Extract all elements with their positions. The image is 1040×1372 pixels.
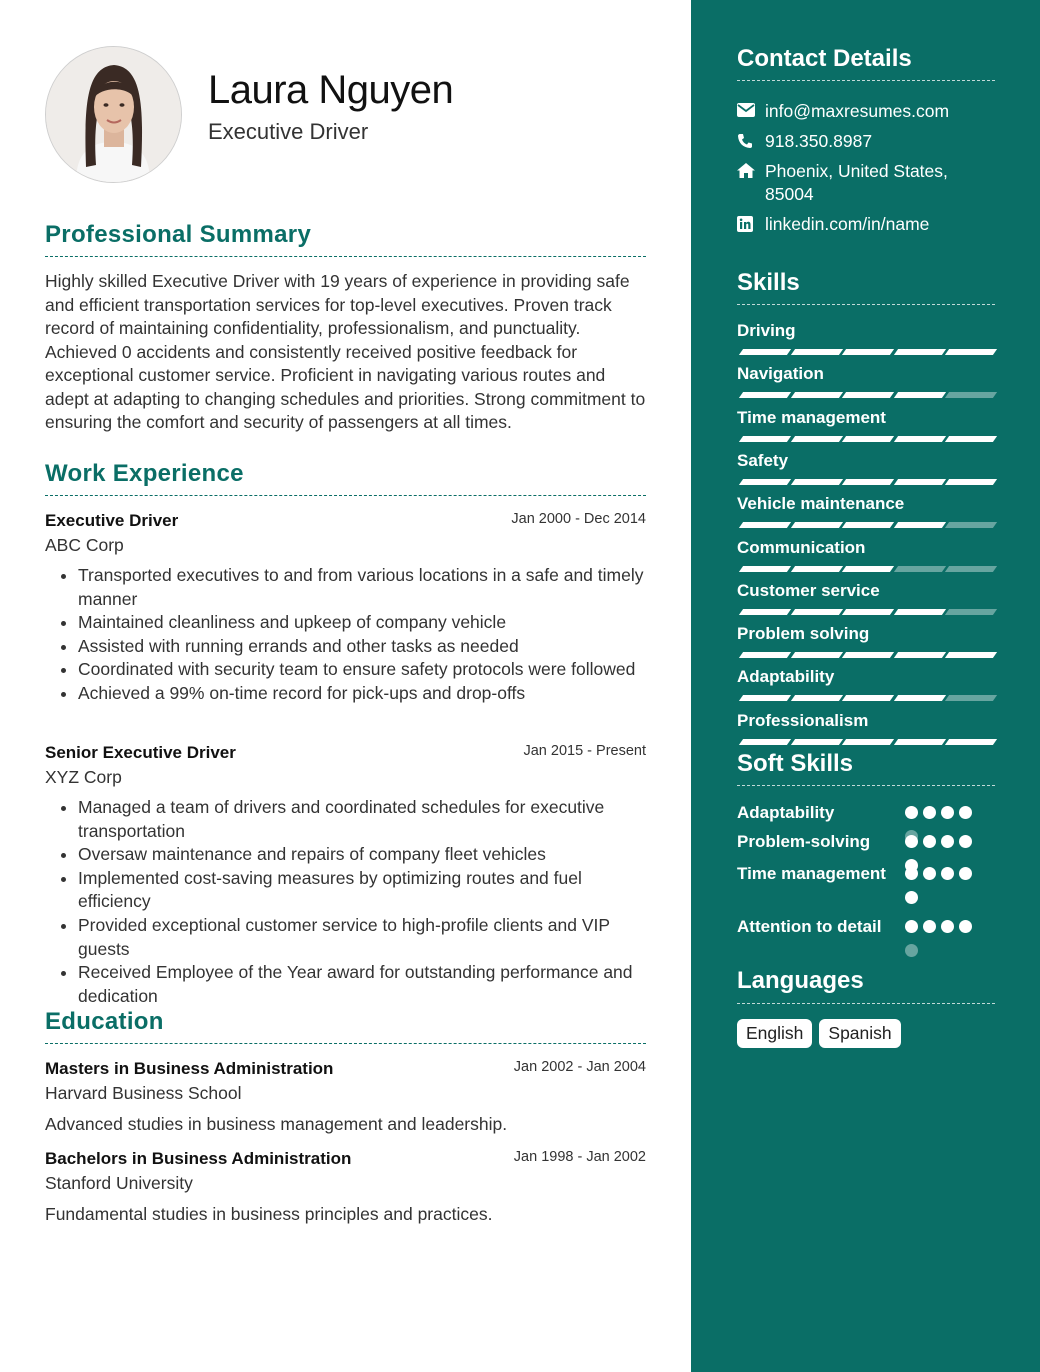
linkedin-text: linkedin.com/in/name (765, 214, 930, 234)
contact-phone[interactable] (737, 130, 997, 153)
job-title: Senior Executive Driver (45, 743, 236, 762)
address-text: Phoenix, United States, 85004 (765, 161, 948, 204)
skill-level-segment (790, 522, 842, 528)
skill-level-segment (945, 739, 997, 745)
rating-dot (905, 944, 918, 957)
education-heading: Education (45, 1008, 164, 1035)
job-bullet: • Managed a team of drivers and coordinated schedules for executive transportation (78, 796, 646, 843)
skill-level-segment (842, 392, 894, 398)
job-bullet: • Oversaw maintenance and repairs of company fleet vehicles (78, 843, 646, 867)
job-dates: Jan 2015 - Present (523, 743, 646, 759)
skill-name: Communication (737, 537, 866, 557)
job-bullet: • Achieved a 99% on-time record for pick-ups and drop-offs (78, 682, 646, 706)
skill-name: Customer service (737, 580, 880, 600)
skill-level-segment (790, 392, 842, 398)
skill-level-segment (893, 652, 945, 658)
skill-level-bar (737, 739, 993, 745)
education-description: Fundamental studies in business principles and practices. (45, 1204, 493, 1224)
skill-level-segment (842, 479, 894, 485)
languages-heading: Languages (737, 967, 864, 994)
job-bullet: • Coordinated with security team to ensure safety protocols were followed (78, 658, 646, 682)
education-dates: Jan 1998 - Jan 2002 (513, 1149, 646, 1165)
school-name: Stanford University (45, 1173, 193, 1193)
skill-level-segment (893, 566, 945, 572)
skill-level-segment (842, 566, 894, 572)
education-dates: Jan 2002 - Jan 2004 (513, 1059, 646, 1075)
rating-dot (941, 867, 954, 880)
skill-level-segment (945, 652, 997, 658)
skill-level-segment (790, 739, 842, 745)
job-entry (45, 511, 646, 706)
degree-title: Bachelors in Business Administration (45, 1149, 352, 1168)
skill-level-segment (893, 522, 945, 528)
skill-level-bar (737, 392, 993, 398)
soft-skills-divider (737, 785, 995, 786)
skill-level-segment (739, 349, 791, 355)
rating-dot (941, 920, 954, 933)
job-bullets (45, 564, 646, 706)
skill-level-segment (945, 566, 997, 572)
skill-level-segment (739, 739, 791, 745)
school-name: Harvard Business School (45, 1083, 242, 1103)
phone-icon (737, 130, 765, 153)
skill-level-segment (842, 652, 894, 658)
rating-dot (923, 920, 936, 933)
soft-skills-heading: Soft Skills (737, 750, 854, 777)
job-title: Executive Driver (45, 511, 179, 530)
skill-name: Time management (737, 407, 886, 427)
skill-name: Driving (737, 321, 796, 340)
skill-name: Vehicle maintenance (737, 494, 905, 514)
skill-level-segment (945, 479, 997, 485)
job-entry (45, 743, 646, 1008)
skill-level-bar (737, 695, 993, 701)
skills-divider (737, 304, 995, 305)
skill-level-segment (790, 695, 842, 701)
summary-text: Highly skilled Executive Driver with 19 years of experience in providing safe and efficient transportation services for top-level executives. Proven track record of maintaining confidentiality, professionalism, and punctuality. Achieved 0 accidents and consistently received positive feedback for exceptional customer service. Proficient in navigating various routes and adept at adapting to changing schedules and priorities. Strong commitment to ensuring the comfort and security of passengers at all times. (45, 271, 646, 432)
job-bullet: • Maintained cleanliness and upkeep of company vehicle (78, 611, 646, 635)
skill-level-segment (893, 349, 945, 355)
rating-dot (905, 867, 918, 880)
skill-level-segment (790, 566, 842, 572)
contact-divider (737, 80, 995, 81)
skills-heading: Skills (737, 269, 800, 296)
job-bullet: • Transported executives to and from various locations in a safe and timely manner (78, 564, 646, 611)
skill-level-segment (945, 522, 997, 528)
skill-level-segment (739, 522, 791, 528)
rating-dot (905, 891, 918, 904)
skill-level-bar (737, 522, 993, 528)
skill-name: Navigation (737, 364, 824, 384)
degree-title: Masters in Business Administration (45, 1059, 334, 1078)
contact-heading: Contact Details (737, 45, 912, 72)
education-entry (45, 1059, 646, 1135)
skill-level-bar (737, 349, 993, 355)
job-bullet: • Implemented cost-saving measures by optimizing routes and fuel efficiency (78, 867, 646, 914)
skill-level-segment (842, 695, 894, 701)
candidate-role: Executive Driver (208, 119, 369, 144)
linkedin-icon (737, 213, 765, 236)
skill-name: Professionalism (737, 710, 869, 730)
skill-level-segment (893, 436, 945, 442)
language-tag: Spanish (819, 1019, 900, 1048)
skill-level-segment (842, 609, 894, 615)
skill-level-segment (893, 609, 945, 615)
rating-dot (923, 835, 936, 848)
skill-level-segment (893, 479, 945, 485)
rating-dot (905, 920, 918, 933)
skill-level-segment (739, 392, 791, 398)
skill-level-bar (737, 609, 993, 615)
rating-dot (959, 867, 972, 880)
job-dates: Jan 2000 - Dec 2014 (511, 511, 646, 527)
skill-level-segment (945, 695, 997, 701)
avatar (45, 46, 182, 183)
skill-level-segment (739, 609, 791, 615)
job-company: ABC Corp (45, 535, 124, 555)
skill-level-segment (790, 652, 842, 658)
summary-heading: Professional Summary (45, 221, 312, 248)
profile-photo (46, 47, 181, 182)
skill-level-segment (739, 436, 791, 442)
rating-dot (959, 835, 972, 848)
skill-level-segment (790, 479, 842, 485)
job-bullet: • Assisted with running errands and other tasks as needed (78, 635, 646, 659)
job-bullets (45, 796, 646, 1008)
experience-divider (45, 495, 646, 496)
skill-level-segment (945, 609, 997, 615)
rating-dot (959, 920, 972, 933)
skill-level-segment (842, 349, 894, 355)
education-divider (45, 1043, 646, 1044)
job-company: XYZ Corp (45, 767, 122, 787)
rating-dot (941, 835, 954, 848)
home-icon (737, 160, 765, 206)
education-entry (45, 1149, 646, 1225)
skill-level-bar (737, 652, 993, 658)
skill-level-segment (842, 436, 894, 442)
skill-level-segment (790, 349, 842, 355)
skill-level-segment (790, 609, 842, 615)
rating-dot (905, 806, 918, 819)
contact-linkedin[interactable] (737, 213, 997, 236)
skill-name: Safety (737, 450, 789, 470)
skill-level-segment (842, 522, 894, 528)
skill-level-bar (737, 436, 993, 442)
skill-level-segment (893, 739, 945, 745)
languages-divider (737, 1003, 995, 1004)
education-description: Advanced studies in business management and leadership. (45, 1114, 508, 1134)
phone-text: 918.350.8987 (765, 131, 873, 151)
skill-level-segment (739, 566, 791, 572)
soft-skill-name: Problem-solving (737, 832, 871, 851)
experience-heading: Work Experience (45, 460, 244, 487)
skill-level-segment (945, 436, 997, 442)
summary-divider (45, 256, 646, 257)
skill-name: Adaptability (737, 667, 835, 687)
envelope-icon (737, 100, 765, 123)
email-text: info@maxresumes.com (765, 101, 950, 121)
soft-skill-name: Adaptability (737, 803, 835, 822)
job-bullet: • Provided exceptional customer service to high-profile clients and VIP guests (78, 914, 646, 961)
rating-dot (959, 806, 972, 819)
skill-level-segment (842, 739, 894, 745)
contact-email[interactable] (737, 100, 997, 123)
candidate-name: Laura Nguyen (208, 68, 454, 112)
language-tag: English (737, 1019, 812, 1048)
rating-dot (923, 806, 936, 819)
skill-level-segment (893, 695, 945, 701)
skill-level-segment (893, 392, 945, 398)
skill-level-bar (737, 566, 993, 572)
skill-level-segment (945, 392, 997, 398)
rating-dot (905, 835, 918, 848)
skill-level-segment (739, 695, 791, 701)
languages-list (737, 1019, 901, 1048)
skill-level-bar (737, 479, 993, 485)
job-bullet: • Received Employee of the Year award for outstanding performance and dedication (78, 961, 646, 1008)
soft-skill-name: Time management (737, 864, 886, 883)
skill-name: Problem solving (737, 624, 870, 644)
rating-dot (923, 867, 936, 880)
soft-skill-name: Attention to detail (737, 917, 882, 936)
skill-level-segment (739, 652, 791, 658)
skill-level-segment (945, 349, 997, 355)
rating-dot (941, 806, 954, 819)
skill-level-segment (739, 479, 791, 485)
skill-level-segment (790, 436, 842, 442)
contact-address (737, 160, 997, 206)
